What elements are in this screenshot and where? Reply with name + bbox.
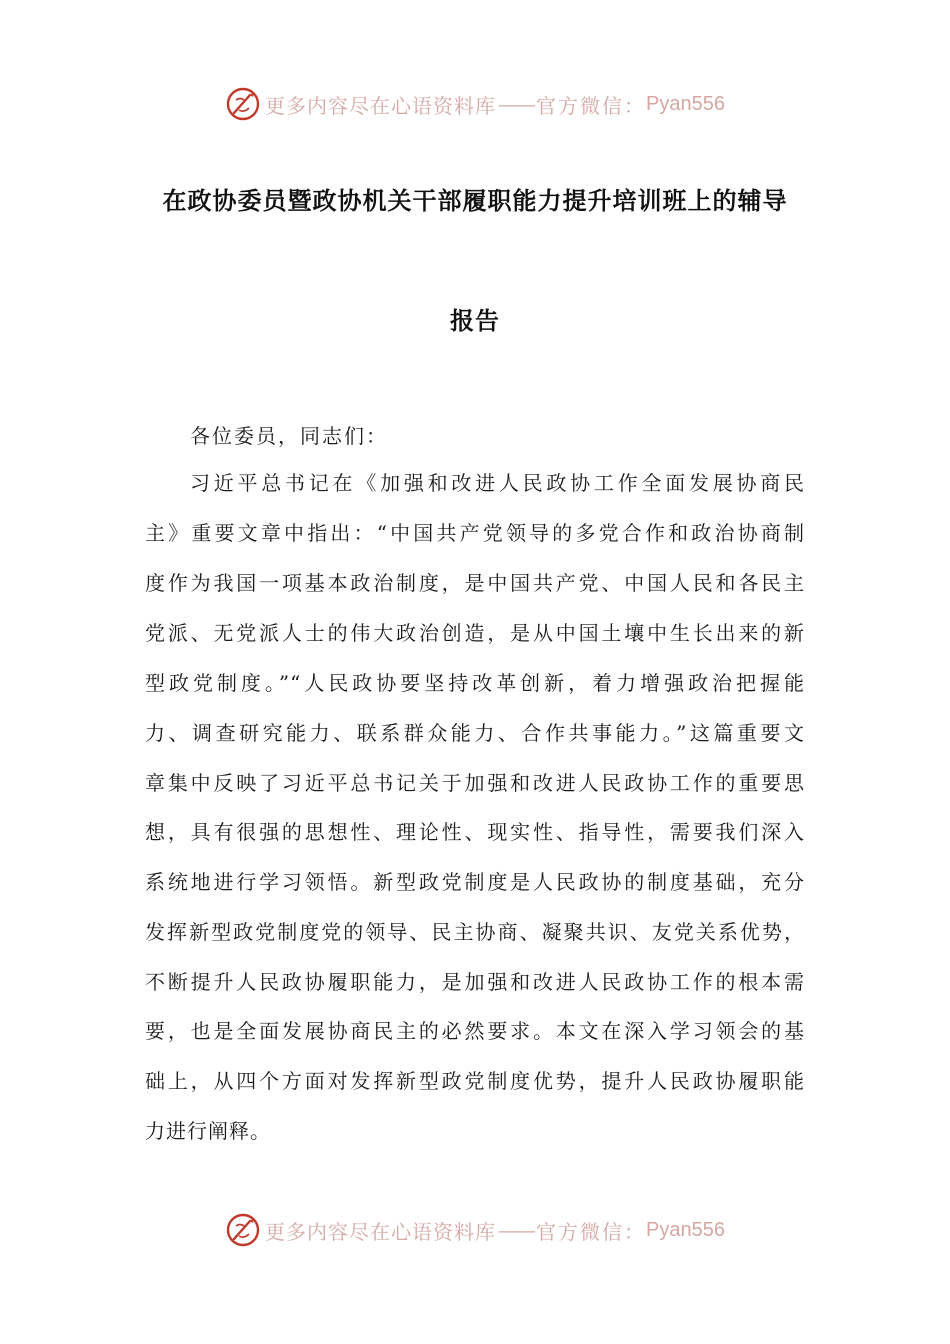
watermark-footer [0,1210,950,1250]
paragraph-line: 想，具有很强的思想性、理论性、现实性、指导性，需要我们深入 [145,820,805,844]
paragraph-line: 章集中反映了习近平总书记关于加强和改进人民政协工作的重要思 [145,771,805,795]
pen-seal-logo-icon [225,1212,261,1248]
paragraph-line: 习近平总书记在《加强和改进人民政协工作全面发展协商民 [190,471,805,495]
document-title-line-2: 报告 [450,306,500,335]
paragraph-line: 要，也是全面发展协商民主的必然要求。本文在深入学习领会的基 [145,1019,805,1043]
paragraph-line: 党派、无党派人士的伟大政治创造，是从中国土壤中生长出来的新 [145,621,805,645]
paragraph-line: 发挥新型政党制度党的领导、民主协商、凝聚共识、友党关系优势， [145,920,805,944]
paragraph-line: 度作为我国一项基本政治制度，是中国共产党、中国人民和各民主 [145,571,805,595]
paragraph-line: 不断提升人民政协履职能力，是加强和改进人民政协工作的根本需 [145,970,805,994]
paragraph-line: 力进行阐释。 [145,1119,271,1143]
watermark-main-text: 更多内容尽在心语资料库 [265,1219,497,1244]
watermark-dash: —— [498,1218,535,1242]
pen-seal-logo-icon [225,86,261,122]
paragraph-line: 主》重要文章中指出：“中国共产党领导的多党合作和政治协商制 [145,521,805,545]
greeting: 各位委员，同志们： [190,424,388,448]
watermark-dash: —— [498,92,535,116]
watermark-wechat-id: Pyan556 [646,1218,725,1241]
paragraph-line: 系统地进行学习领悟。新型政党制度是人民政协的制度基础，充分 [145,870,805,894]
watermark-wechat-label: 官方微信： [536,93,647,118]
watermark-wechat-id: Pyan556 [646,92,725,115]
paragraph-line: 础上，从四个方面对发挥新型政党制度优势，提升人民政协履职能 [145,1069,805,1093]
watermark-header [0,84,950,124]
watermark-main-text: 更多内容尽在心语资料库 [265,93,497,118]
watermark-wechat-label: 官方微信： [536,1219,647,1244]
document-title-line-1: 在政协委员暨政协机关干部履职能力提升培训班上的辅导 [162,186,788,215]
paragraph-line: 力、调查研究能力、联系群众能力、合作共事能力。”这篇重要文 [145,721,805,745]
paragraph-line: 型政党制度。”“人民政协要坚持改革创新，着力增强政治把握能 [145,671,805,695]
